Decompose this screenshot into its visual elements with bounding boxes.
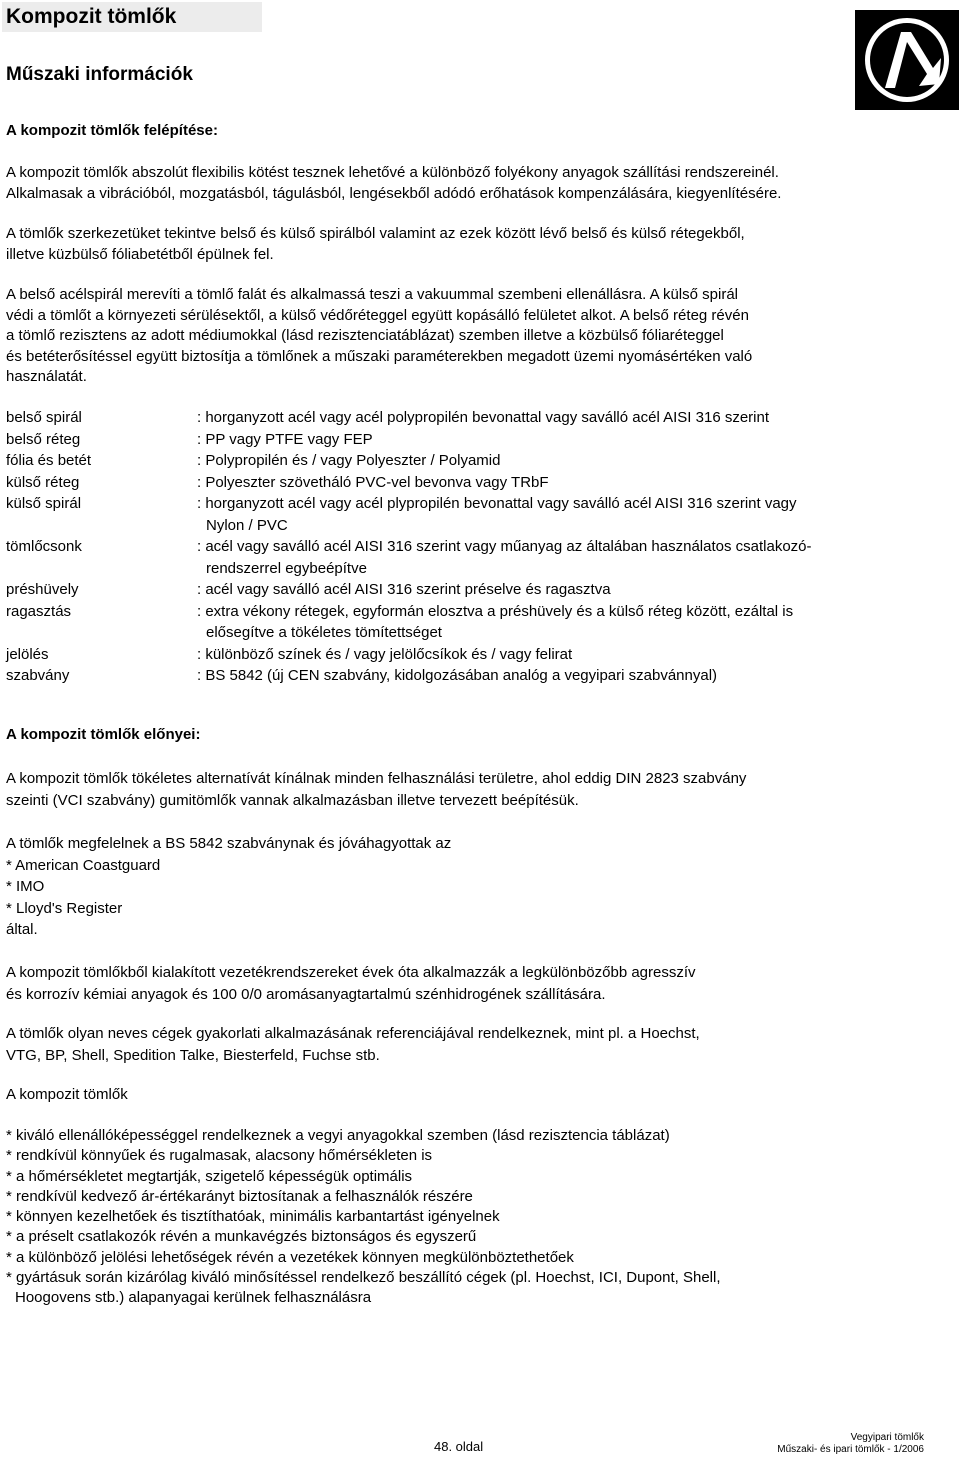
list-item: * IMO [6, 878, 45, 896]
spec-list [6, 407, 946, 687]
page-title: Kompozit tömlők [6, 5, 177, 28]
spec-definition-line: : különböző színek és / vagy jelölőcsíkok és / vagy felirat [197, 645, 573, 663]
advantages-bullet-list [6, 1126, 721, 1309]
footer-info [777, 1432, 924, 1456]
spec-definition-line: : horganyzott acél vagy acél polypropilén bevonattal vagy saválló acél AISI 316 szerint [197, 409, 770, 426]
text-line: védi a tömlőt a környezeti sérülésektől, a külső védőréteggel együtt kopásálló felületet alkot. A belső réteg révén [6, 306, 749, 324]
spec-definition [197, 644, 946, 666]
spec-definition [197, 407, 946, 429]
spec-definition [197, 493, 946, 536]
spec-row [6, 407, 946, 429]
list-item: * American Coastguard [6, 856, 161, 874]
spec-definition [197, 472, 946, 494]
text-line: használatát. [6, 368, 87, 385]
bullets-intro: A kompozit tömlők [6, 1086, 128, 1103]
list-item: * Lloyd's Register [6, 899, 123, 917]
list-item: * könnyen kezelhetőek és tisztíthatóak, minimális karbantartást igényelnek [6, 1208, 500, 1226]
text-line: A kompozit tömlőkből kialakított vezetékrendszereket évek óta alkalmazzák a legkülönbözőbb agresszív [6, 964, 696, 981]
list-item: * a különböző jelölési lehetőségek révén a vezetékek könnyen megkülönböztethetőek [6, 1248, 574, 1266]
spec-term: külső spirál [6, 495, 82, 512]
intro-paragraph [6, 163, 906, 204]
footer-brand: Vegyipari tömlők [850, 1432, 924, 1443]
spec-definition-line: : acél vagy saválló acél AISI 316 szerint préselve és ragasztva [197, 581, 611, 598]
text-line: Alkalmasak a vibrációból, mozgatásból, tágulásból, lengésekből adódó erőhatások kompenzálására, kiegyenlítésére. [6, 184, 782, 202]
structure-paragraph [6, 224, 906, 265]
spec-row [6, 579, 946, 601]
spec-definition-line: : extra vékony rétegek, egyformán elosztva a préshüvely és a külső réteg között, ezáltal is [197, 602, 794, 620]
footer-edition: Műszaki- és ipari tömlők - 1/2006 [777, 1444, 924, 1455]
spec-definition [197, 601, 946, 644]
section-heading-structure: A kompozit tömlők felépítése: [6, 122, 218, 139]
text-line: VTG, BP, Shell, Spedition Talke, Biesterfeld, Fuchse stb. [6, 1047, 380, 1064]
list-item: * a préselt csatlakozók révén a munkavégzés biztonságos és egyszerű [6, 1228, 477, 1246]
spec-definition [197, 579, 946, 601]
text-line: által. [6, 921, 38, 939]
spec-definition-line: : BS 5842 (új CEN szabvány, kidolgozásában analóg a vegyipari szabvánnyal) [197, 667, 718, 684]
spiral-paragraph [6, 285, 906, 388]
spec-row [6, 536, 946, 579]
spec-term: külső réteg [6, 473, 80, 491]
page-subtitle: Műszaki információk [6, 64, 193, 85]
text-line: A kompozit tömlők abszolút flexibilis kötést tesznek lehetővé a különböző folyékony anyagok szállítási rendszereinél. [6, 164, 779, 181]
spec-definition [197, 536, 946, 579]
spec-term: jelölés [6, 645, 49, 663]
spec-term: préshüvely [6, 581, 79, 598]
spec-definition-line: rendszerrel egybeépítve [206, 559, 367, 577]
text-line: A tömlők olyan neves cégek gyakorlati alkalmazásának referenciájával rendelkeznek, mint pl. a Hoechst, [6, 1025, 700, 1042]
spec-row [6, 665, 946, 687]
spec-row [6, 601, 946, 644]
spec-definition-line: : Polyeszter szövetháló PVC-vel bevonva vagy TRbF [197, 473, 549, 491]
list-item: * a hőmérsékletet megtartják, szigetelő képességük optimális [6, 1167, 413, 1185]
spec-term: szabvány [6, 667, 70, 684]
spec-definition-line: : PP vagy PTFE vagy FEP [197, 430, 373, 448]
approvals-paragraph [6, 833, 906, 941]
page-number: 48. oldal [434, 1439, 484, 1454]
spec-term: belső réteg [6, 430, 81, 448]
text-line: a tömlő rezisztens az adott médiumokkal (lásd rezisztenciatáblázat) szemben illetve a közbülső fóliaréteggel [6, 327, 724, 344]
spec-row [6, 472, 946, 494]
spec-term: fólia és betét [6, 452, 92, 469]
spec-row [6, 450, 946, 472]
text-line: A tömlők szerkezetüket tekintve belső és külső spirálból valamint az ezek között lévő belső és külső rétegekből, [6, 225, 745, 242]
spec-definition-line: : horganyzott acél vagy acél plypropilén bevonattal vagy saválló acél AISI 316 szerint vagy [197, 495, 797, 512]
spec-definition [197, 665, 946, 687]
spec-definition [197, 450, 946, 472]
text-line: illetve küzbülső fóliabetétből épülnek fel. [6, 245, 274, 263]
spec-row [6, 493, 946, 536]
spec-definition-line: : acél vagy saválló acél AISI 316 szerint vagy műanyag az általában használatos csatlakozó- [197, 538, 812, 555]
spec-row [6, 429, 946, 451]
list-item: * rendkívül kedvező ár-értékarányt biztosítanak a felhasználók részére [6, 1187, 473, 1205]
text-line: A belső acélspirál merevíti a tömlő falát és alkalmassá teszi a vakuummal szembeni ellenállásra. A külső spirál [6, 286, 738, 303]
spec-definition-line: Nylon / PVC [206, 516, 288, 534]
spec-definition-line: : Polypropilén és / vagy Polyeszter / Polyamid [197, 452, 501, 469]
spec-term: tömlőcsonk [6, 538, 82, 555]
advantages-paragraph-1 [6, 768, 906, 812]
text-line: A tömlők megfelelnek a BS 5842 szabványnak és jóváhagyottak az [6, 835, 452, 852]
text-line: és korrozív kémiai anyagok és 100 0/0 aromásanyagtartalmú szénhidrogének szállítására. [6, 986, 606, 1003]
advantages-paragraph-3 [6, 962, 906, 1006]
list-item: * rendkívül könnyűek és rugalmasak, alacsony hőmérsékleten is [6, 1147, 433, 1165]
text-line: szeinti (VCI szabvány) gumitömlők vannak alkalmazásban illetve tervezett beépítésük. [6, 792, 579, 809]
references-paragraph [6, 1023, 906, 1067]
spec-definition-line: elősegítve a tökéletes tömítettséget [206, 624, 442, 641]
text-line: A kompozit tömlők tökéletes alternatívát kínálnak minden felhasználási területre, ahol eddig DIN 2823 szabvány [6, 770, 747, 787]
list-item: * kiváló ellenállóképességgel rendelkeznek a vegyi anyagokkal szemben (lásd rezisztencia táblázat) [6, 1127, 670, 1144]
text-line: és betéterősítéssel együtt biztosítja a tömlőnek a műszaki paraméterekben megadott üzemi nyomásértéken való [6, 347, 753, 365]
spec-row [6, 644, 946, 666]
spec-definition [197, 429, 946, 451]
list-item: * gyártásuk során kizárólag kiváló minősítéssel rendelkező beszállító cégek (pl. Hoechst, ICI, Dupont, Shell, [6, 1269, 721, 1287]
company-logo-icon [855, 10, 959, 110]
spec-term: ragasztás [6, 602, 72, 620]
section-heading-advantages: A kompozit tömlők előnyei: [6, 726, 201, 743]
spec-term: belső spirál [6, 409, 82, 426]
list-item-continuation: Hoogovens stb.) alapanyagai kerülnek felhasználásra [15, 1289, 372, 1307]
